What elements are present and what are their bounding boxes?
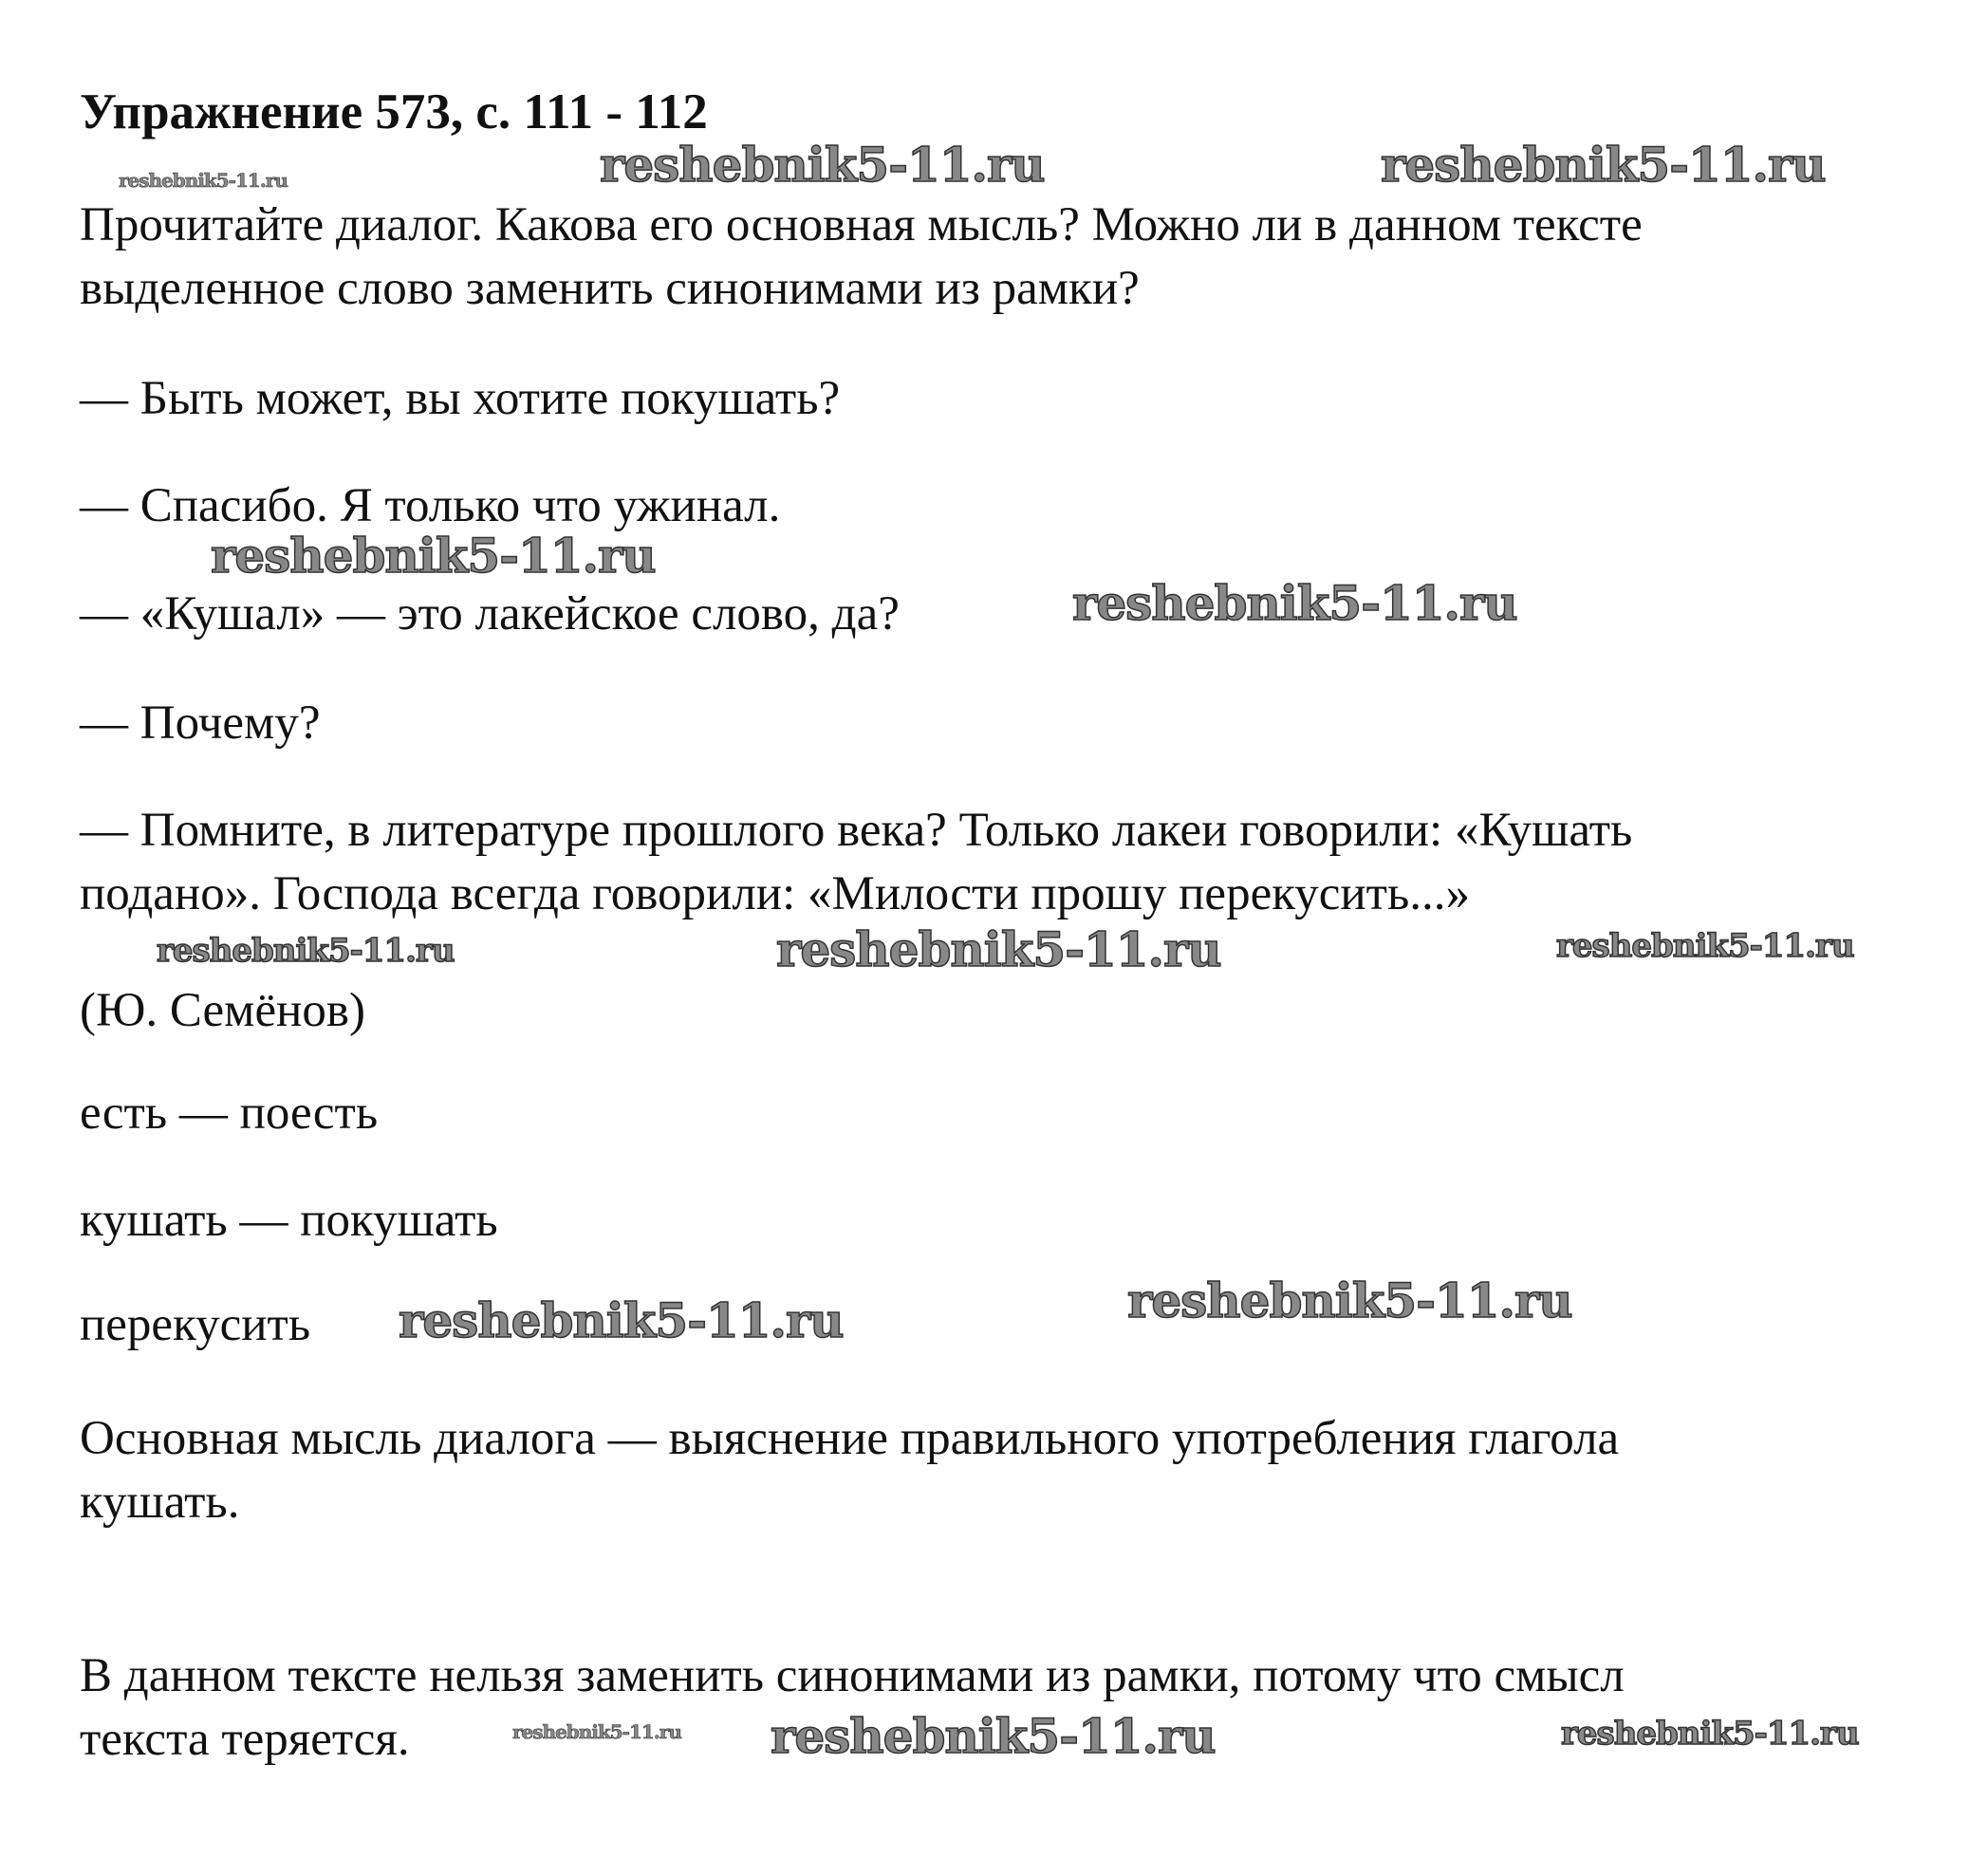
exercise-title: Упражнение 573, с. 111 - 112 — [80, 84, 708, 139]
watermark: reshebnik5-11.ru — [157, 932, 455, 970]
conclusion-line-2: кушать. — [80, 1476, 240, 1529]
watermark: reshebnik5-11.ru — [1127, 1272, 1572, 1328]
watermark: reshebnik5-11.ru — [1072, 575, 1517, 631]
synonym-1: есть — поесть — [80, 1087, 379, 1140]
watermark: reshebnik5-11.ru — [600, 137, 1045, 193]
watermark: reshebnik5-11.ru — [1556, 927, 1854, 965]
answer-line-2: текста теряется. — [80, 1713, 410, 1766]
answer-line-1: В данном тексте нельзя заменить синонимами из рамки, потому что смысл — [80, 1649, 1625, 1702]
watermark: reshebnik5-11.ru — [1381, 137, 1826, 193]
conclusion-line-1: Основная мысль диалога — выяснение правильного употребления глагола — [80, 1412, 1620, 1465]
synonym-2: кушать — покушать — [80, 1194, 498, 1247]
dialog-line-4: — Почему? — [80, 697, 321, 750]
watermark: reshebnik5-11.ru — [211, 528, 656, 584]
watermark: reshebnik5-11.ru — [776, 921, 1221, 977]
watermark: reshebnik5-11.ru — [512, 1720, 681, 1743]
watermark: reshebnik5-11.ru — [119, 169, 288, 192]
task-line-2: выделенное слово заменить синонимами из рамки? — [80, 262, 1140, 315]
dialog-line-1: — Быть может, вы хотите покушать? — [80, 372, 841, 425]
watermark: reshebnik5-11.ru — [399, 1292, 844, 1348]
dialog-line-6: подано». Господа всегда говорили: «Милости прошу перекусить...» — [80, 867, 1470, 920]
dialog-line-5: — Помните, в литературе прошлого века? Только лакеи говорили: «Кушать — [80, 804, 1633, 857]
watermark: reshebnik5-11.ru — [1561, 1715, 1859, 1753]
watermark: reshebnik5-11.ru — [771, 1708, 1216, 1764]
task-line-1: Прочитайте диалог. Какова его основная мысль? Можно ли в данном тексте — [80, 198, 1643, 251]
dialog-line-2: — Спасибо. Я только что ужинал. — [80, 479, 781, 532]
author: (Ю. Семёнов) — [80, 984, 365, 1037]
dialog-line-3: — «Кушал» — это лакейское слово, да? — [80, 587, 900, 641]
synonym-3: перекусить — [80, 1298, 311, 1351]
